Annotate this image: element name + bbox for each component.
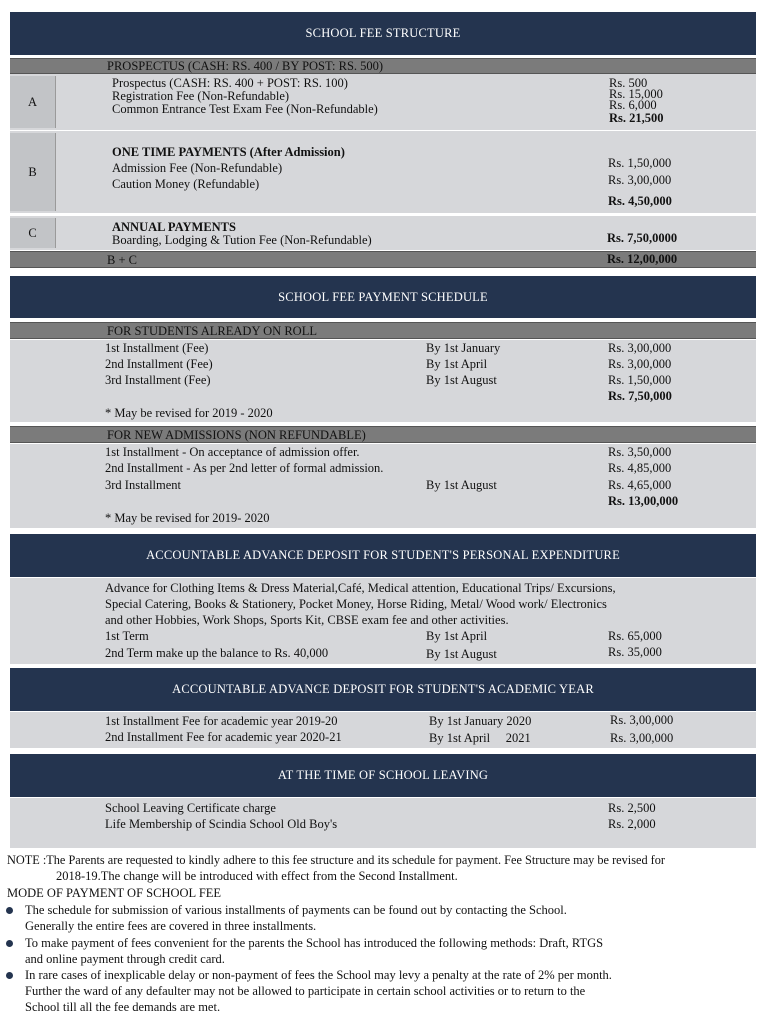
section-b-item-2: Caution Money (Refundable) [112, 177, 260, 191]
payment-schedule-title: SCHOOL FEE PAYMENT SCHEDULE [278, 290, 488, 304]
personal-row-1-desc: 1st Term [105, 629, 149, 643]
bullet-2-line-2: and online payment through credit card. [25, 952, 225, 966]
new-adm-row-3-amount: Rs. 4,65,000 [608, 478, 672, 492]
section-b-amount-2: Rs. 3,00,000 [608, 173, 672, 187]
on-roll-total: Rs. 7,50,000 [608, 389, 672, 403]
new-adm-row-3-date: By 1st August [426, 478, 497, 492]
section-a-amount-3: Rs. 6,000 [609, 98, 657, 112]
section-a-amount-2: Rs. 15,000 [609, 87, 663, 101]
section-c-item-1: Boarding, Lodging & Tution Fee (Non-Refundable) [112, 233, 372, 247]
on-roll-row-3-desc: 3rd Installment (Fee) [105, 373, 211, 387]
academic-row-1-desc: 1st Installment Fee for academic year 2019-20 [105, 714, 338, 728]
fee-structure-title-band [10, 12, 756, 55]
on-roll-row-2-desc: 2nd Installment (Fee) [105, 357, 213, 371]
payment-schedule-title-band [10, 276, 756, 318]
leaving-row-1-amount: Rs. 2,500 [608, 801, 656, 815]
personal-row-1-amount: Rs. 65,000 [608, 629, 662, 643]
bullet-2-line-1: To make payment of fees convenient for the parents the School has introduced the following methods: Draft, RTGS [25, 936, 604, 950]
leaving-row-2-desc: Life Membership of Scindia School Old Boy's [105, 817, 338, 831]
on-roll-row-1-desc: 1st Installment (Fee) [105, 341, 209, 355]
new-adm-row-1-desc: 1st Installment - On acceptance of admission offer. [105, 445, 360, 459]
bullet-1-line-1: The schedule for submission of various installments of payments can be found out by contacting the School. [25, 903, 567, 917]
personal-deposit-line-2: Special Catering, Books & Stationery, Pocket Money, Horse Riding, Metal/ Wood work/ Electronics [105, 597, 607, 611]
bc-total: Rs. 12,00,000 [607, 252, 678, 266]
new-adm-note: * May be revised for 2019- 2020 [105, 511, 270, 525]
on-roll-row-2-amount: Rs. 3,00,000 [608, 357, 672, 371]
new-adm-row-1-amount: Rs. 3,50,000 [608, 445, 672, 459]
new-admissions-header-bar [10, 426, 756, 443]
academic-row-2-desc: 2nd Installment Fee for academic year 2020-21 [105, 730, 342, 744]
on-roll-row-1-amount: Rs. 3,00,000 [608, 341, 672, 355]
new-adm-row-2-desc: 2nd Installment - As per 2nd letter of formal admission. [105, 461, 384, 475]
section-a-item-2: Registration Fee (Non-Refundable) [112, 89, 290, 103]
section-a-total: Rs. 21,500 [609, 111, 664, 125]
bullet-3-icon [6, 972, 13, 979]
on-roll-header-bar [10, 322, 756, 339]
note-line-1: NOTE :The Parents are requested to kindly adhere to this fee structure and its schedule for payment. Fee Structure may be revised for [7, 853, 666, 867]
prospectus-header: PROSPECTUS (CASH: RS. 400 / BY POST: RS. 500) [107, 59, 384, 73]
bc-label: B + C [107, 253, 137, 267]
personal-deposit-title-band [10, 534, 756, 577]
section-a-label: A [10, 76, 56, 128]
section-b-amount-1: Rs. 1,50,000 [608, 156, 672, 170]
on-roll-header: FOR STUDENTS ALREADY ON ROLL [107, 324, 317, 338]
fee-structure-title: SCHOOL FEE STRUCTURE [305, 26, 461, 40]
on-roll-row-1-date: By 1st January [426, 341, 501, 355]
new-admissions-header: FOR NEW ADMISSIONS (NON REFUNDABLE) [107, 428, 366, 442]
note-line-2: 2018-19.The change will be introduced with effect from the Second Installment. [56, 869, 458, 883]
academic-row-2-amount: Rs. 3,00,000 [610, 731, 674, 745]
new-adm-row-2-amount: Rs. 4,85,000 [608, 461, 672, 475]
new-adm-row-3-desc: 3rd Installment [105, 478, 182, 492]
on-roll-row-2-date: By 1st April [426, 357, 488, 371]
bullet-3-line-3: School till all the fee demands are met. [25, 1000, 221, 1014]
section-b-item-1: Admission Fee (Non-Refundable) [112, 161, 283, 175]
personal-row-1-date: By 1st April [426, 629, 488, 643]
academic-row-1-date: By 1st January 2020 [429, 714, 532, 728]
section-b-heading: ONE TIME PAYMENTS (After Admission) [112, 145, 345, 159]
on-roll-row-3-date: By 1st August [426, 373, 497, 387]
mode-of-payment-heading: MODE OF PAYMENT OF SCHOOL FEE [7, 886, 222, 900]
section-b-label: B [10, 133, 56, 211]
academic-row-2-date: By 1st April 2021 [429, 731, 531, 745]
personal-row-2-amount: Rs. 35,000 [608, 645, 662, 659]
personal-row-2-desc: 2nd Term make up the balance to Rs. 40,000 [105, 646, 329, 660]
bc-total-bar [10, 251, 756, 268]
academic-deposit-title: ACCOUNTABLE ADVANCE DEPOSIT FOR STUDENT'S ACADEMIC YEAR [172, 682, 594, 696]
school-leaving-title: AT THE TIME OF SCHOOL LEAVING [277, 768, 489, 782]
on-roll-row-3-amount: Rs. 1,50,000 [608, 373, 672, 387]
bullet-2-icon [6, 940, 13, 947]
academic-deposit-title-band [10, 668, 756, 711]
section-a-item-1: Prospectus (CASH: RS. 400 + POST: RS. 100) [112, 76, 348, 90]
section-a-item-3: Common Entrance Test Exam Fee (Non-Refundable) [112, 102, 378, 116]
personal-row-2-date: By 1st August [426, 647, 497, 661]
bullet-1-icon [6, 907, 13, 914]
section-c-amount-1: Rs. 7,50,0000 [607, 231, 678, 245]
bullet-3-line-2: Further the ward of any defaulter may not be allowed to participate in certain school activities or to return to the [25, 984, 586, 998]
on-roll-note: * May be revised for 2019 - 2020 [105, 406, 273, 420]
school-leaving-title-band [10, 754, 756, 797]
personal-deposit-line-3: and other Hobbies, Work Shops, Sports Kit, CBSE exam fee and other activities. [105, 613, 509, 627]
bullet-3-line-1: In rare cases of inexplicable delay or non-payment of fees the School may levy a penalty at the rate of 2% per month. [25, 968, 612, 982]
academic-row-1-amount: Rs. 3,00,000 [610, 713, 674, 727]
leaving-row-2-amount: Rs. 2,000 [608, 817, 656, 831]
leaving-row-1-desc: School Leaving Certificate charge [105, 801, 276, 815]
prospectus-header-bar [10, 58, 756, 74]
section-a-amount-1: Rs. 500 [609, 76, 648, 90]
section-c-heading: ANNUAL PAYMENTS [112, 220, 236, 234]
personal-deposit-line-1: Advance for Clothing Items & Dress Material,Café, Medical attention, Educational Trips/ Excursions, [105, 581, 616, 595]
personal-deposit-title: ACCOUNTABLE ADVANCE DEPOSIT FOR STUDENT'S PERSONAL EXPENDITURE [146, 548, 620, 562]
section-c-label: C [10, 218, 56, 248]
bullet-1-line-2: Generally the entire fees are covered in three installments. [25, 919, 317, 933]
section-b-total: Rs. 4,50,000 [608, 194, 672, 208]
new-adm-total: Rs. 13,00,000 [608, 494, 679, 508]
